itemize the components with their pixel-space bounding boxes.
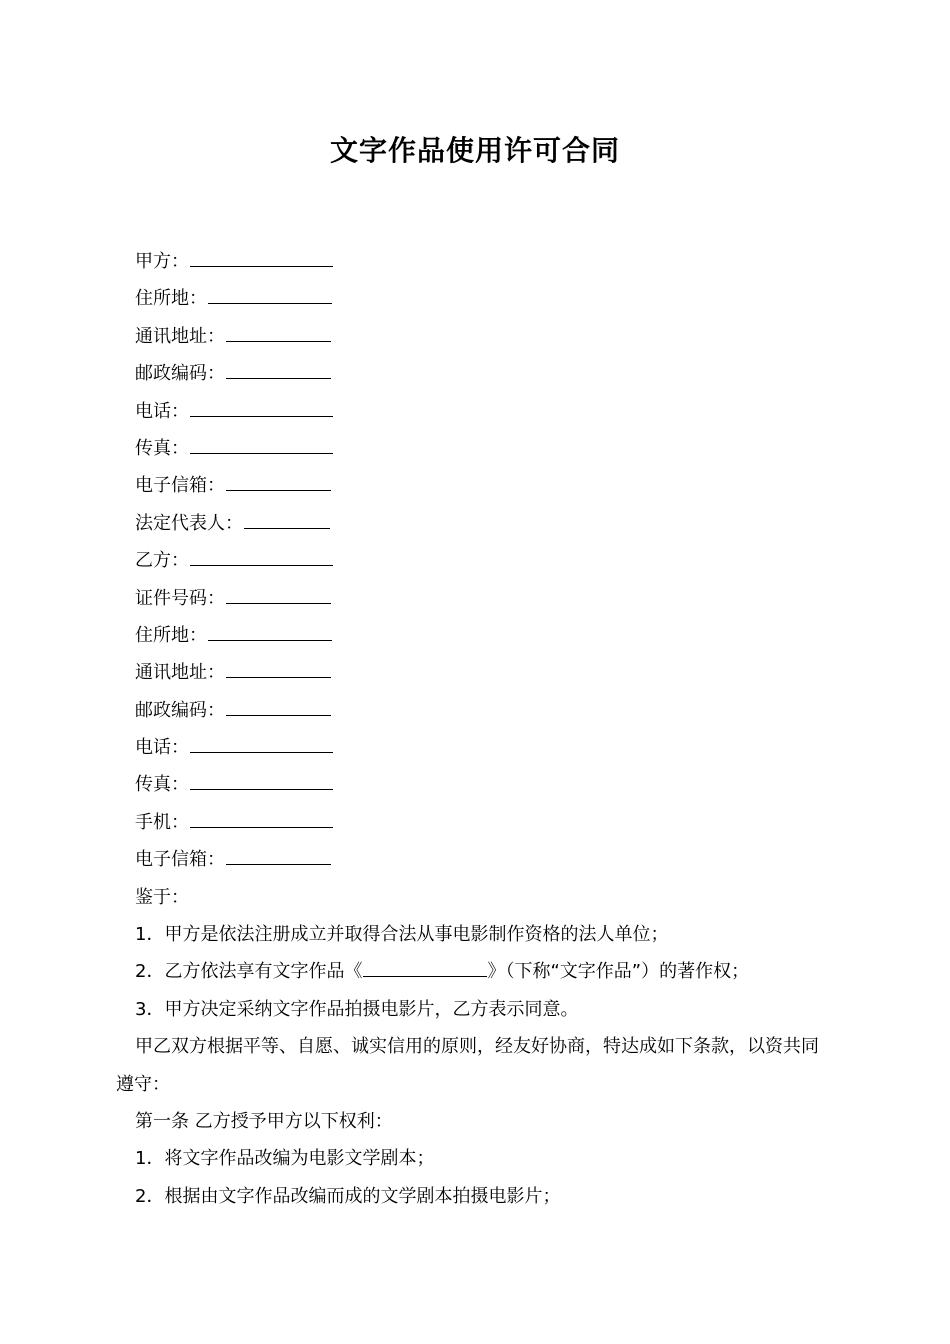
- article-1-item-1: 1．将文字作品改编为电影文学剧本；: [135, 1148, 435, 1170]
- recital-2: [116, 953, 836, 990]
- party-a-section: [116, 243, 836, 542]
- party-a-postcode-blank: [226, 377, 331, 379]
- party-b-email-line: [116, 841, 836, 878]
- party-b-mailing-address-label: 通讯地址：: [135, 662, 225, 684]
- party-a-address-label: 住所地：: [135, 288, 207, 310]
- party-b-phone-label: 电话：: [135, 737, 189, 759]
- party-b-section: [116, 542, 836, 879]
- party-b-name-label: 乙方：: [135, 550, 189, 572]
- party-b-mobile-line: [116, 804, 836, 841]
- party-a-legal-rep-blank: [244, 527, 330, 529]
- party-b-phone-blank: [190, 751, 333, 753]
- party-b-fax-blank: [190, 788, 333, 790]
- party-a-fax-line: [116, 430, 836, 467]
- party-a-address-blank: [208, 302, 332, 304]
- document-body: [116, 243, 836, 1215]
- party-b-email-blank: [226, 863, 331, 865]
- work-title-blank: [363, 975, 487, 977]
- party-b-postcode-label: 邮政编码：: [135, 699, 225, 721]
- party-a-phone-label: 电话：: [135, 400, 189, 422]
- recital-1: 1．甲方是依法注册成立并取得合法从事电影制作资格的法人单位；: [135, 924, 669, 946]
- party-b-mailing-address-line: [116, 654, 836, 691]
- recitals-heading: 鉴于：: [135, 886, 189, 908]
- article-1-heading: 第一条 乙方授予甲方以下权利：: [135, 1111, 393, 1133]
- party-a-email-label: 电子信箱：: [135, 475, 225, 497]
- party-a-legal-rep-label: 法定代表人：: [135, 512, 243, 534]
- document-title: 文字作品使用许可合同: [329, 134, 620, 167]
- party-b-address-blank: [208, 639, 332, 641]
- party-b-id-number-label: 证件号码：: [135, 587, 225, 609]
- party-a-fax-blank: [190, 452, 333, 454]
- party-b-email-label: 电子信箱：: [135, 849, 225, 871]
- party-a-mailing-address-line: [116, 318, 836, 355]
- article-1-item-2: 2．根据由文字作品改编而成的文学剧本拍摄电影片；: [135, 1185, 561, 1207]
- party-b-fax-line: [116, 766, 836, 803]
- party-b-mobile-label: 手机：: [135, 811, 189, 833]
- party-a-email-blank: [226, 489, 331, 491]
- recital-2-after: 》（下称“文字作品”）的著作权；: [487, 961, 750, 983]
- party-a-postcode-line: [116, 355, 836, 392]
- party-b-phone-line: [116, 729, 836, 766]
- party-b-mobile-blank: [190, 826, 333, 828]
- party-a-name-line: [116, 243, 836, 280]
- party-a-legal-rep-line: [116, 505, 836, 542]
- party-a-name-blank: [190, 265, 333, 267]
- party-b-fax-label: 传真：: [135, 774, 189, 796]
- party-a-mailing-address-label: 通讯地址：: [135, 325, 225, 347]
- recital-2-before: 2．乙方依法享有文字作品《: [135, 961, 363, 983]
- party-a-postcode-label: 邮政编码：: [135, 363, 225, 385]
- party-b-name-line: [116, 542, 836, 579]
- party-b-name-blank: [190, 564, 333, 566]
- party-a-fax-label: 传真：: [135, 437, 189, 459]
- party-b-address-line: [116, 617, 836, 654]
- party-a-address-line: [116, 280, 836, 317]
- party-b-mailing-address-blank: [226, 676, 331, 678]
- party-a-phone-blank: [190, 415, 333, 417]
- party-a-email-line: [116, 467, 836, 504]
- party-b-postcode-line: [116, 692, 836, 729]
- party-a-phone-line: [116, 393, 836, 430]
- recital-3: 3．甲方决定采纳文字作品拍摄电影片，乙方表示同意。: [135, 998, 579, 1020]
- party-a-mailing-address-blank: [226, 340, 331, 342]
- party-b-id-number-blank: [226, 602, 331, 604]
- party-b-postcode-blank: [226, 714, 331, 716]
- party-b-address-label: 住所地：: [135, 624, 207, 646]
- agreement-paragraph: 甲乙双方根据平等、自愿、诚实信用的原则，经友好协商，特达成如下条款，以资共同遵守：: [116, 1036, 819, 1095]
- party-b-id-number-line: [116, 580, 836, 617]
- party-a-name-label: 甲方：: [135, 251, 189, 272]
